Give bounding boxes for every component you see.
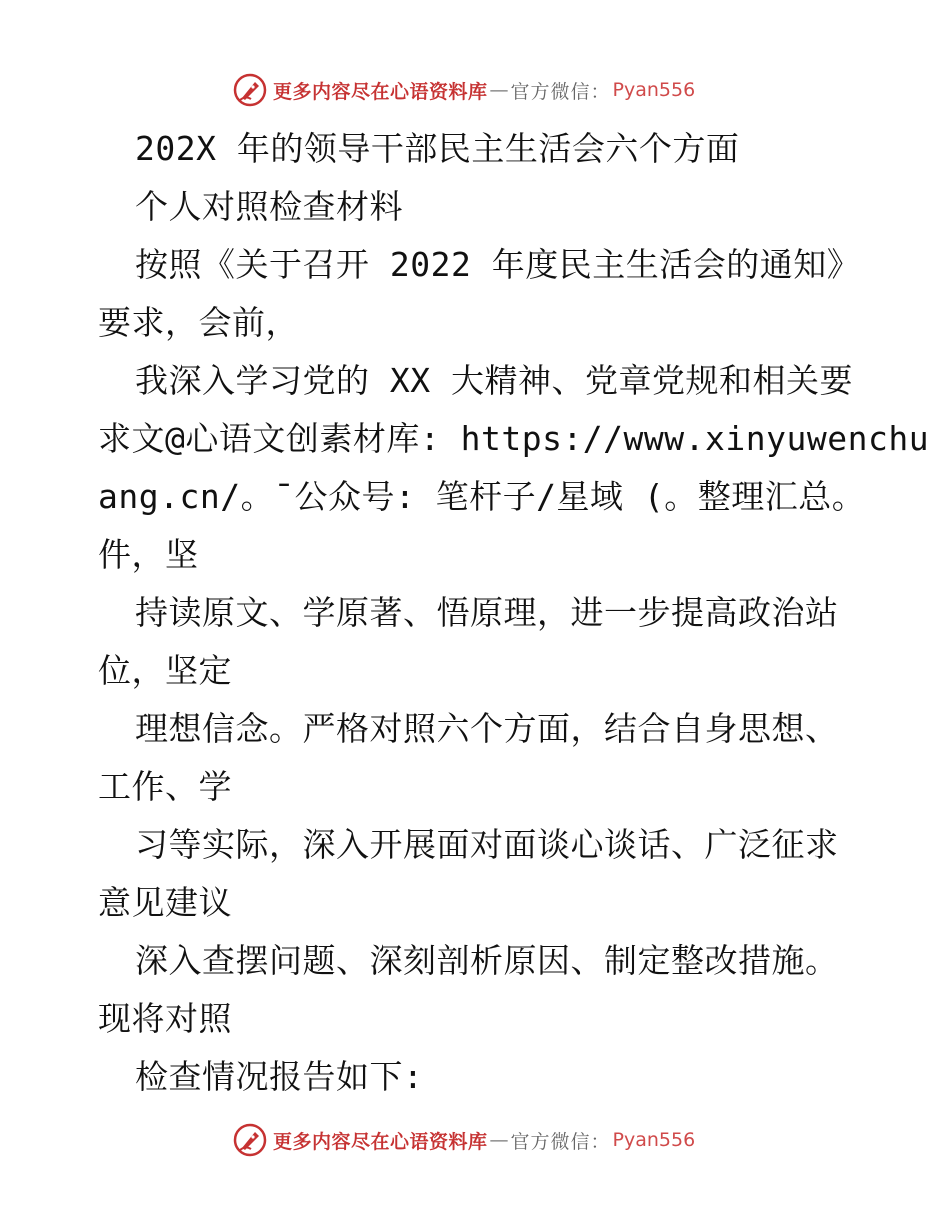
doc-line: 理想信念。严格对照六个方面，结合自身思想、	[135, 709, 839, 748]
doc-line: 意见建议	[98, 883, 232, 922]
pen-nib-logo-icon	[233, 73, 267, 107]
header-banner	[233, 72, 695, 108]
banner-separator: —	[489, 1129, 509, 1151]
banner-separator: —	[489, 79, 509, 101]
banner-wechat-id: Pyan556	[612, 79, 696, 101]
doc-line: 求文@心语文创素材库: https://www.xinyuwenchu	[98, 419, 930, 458]
doc-line: 我深入学习党的 XX 大精神、党章党规和相关要	[135, 361, 853, 400]
doc-line: 要求，会前，	[98, 303, 299, 342]
banner-wechat-label: 官方微信：	[510, 80, 611, 103]
doc-title: 202X 年的领导干部民主生活会六个方面	[135, 129, 740, 168]
doc-line: 工作、学	[98, 767, 232, 806]
banner-wechat-id: Pyan556	[612, 1129, 696, 1151]
doc-line: 按照《关于召开 2022 年度民主生活会的通知》	[135, 245, 861, 284]
doc-line: ang.cn/。¯公众号: 笔杆子/星域 (。整理汇总。	[98, 477, 866, 516]
doc-subtitle: 个人对照检查材料	[135, 187, 403, 226]
banner-main-text: 更多内容尽在心语资料库	[273, 80, 488, 103]
doc-line: 持读原文、学原著、悟原理，进一步提高政治站	[135, 593, 839, 632]
doc-line: 件，坚	[98, 535, 199, 574]
doc-line: 现将对照	[98, 999, 232, 1038]
doc-line: 检查情况报告如下:	[135, 1057, 424, 1096]
doc-line: 习等实际，深入开展面对面谈心谈话、广泛征求	[135, 825, 839, 864]
banner-main-text: 更多内容尽在心语资料库	[273, 1130, 488, 1153]
pen-nib-logo-icon	[233, 1123, 267, 1157]
banner-wechat-label: 官方微信：	[510, 1130, 611, 1153]
doc-line: 深入查摆问题、深刻剖析原因、制定整改措施。	[135, 941, 839, 980]
footer-banner	[233, 1122, 695, 1158]
document-body	[98, 120, 930, 1106]
doc-line: 位，坚定	[98, 651, 232, 690]
